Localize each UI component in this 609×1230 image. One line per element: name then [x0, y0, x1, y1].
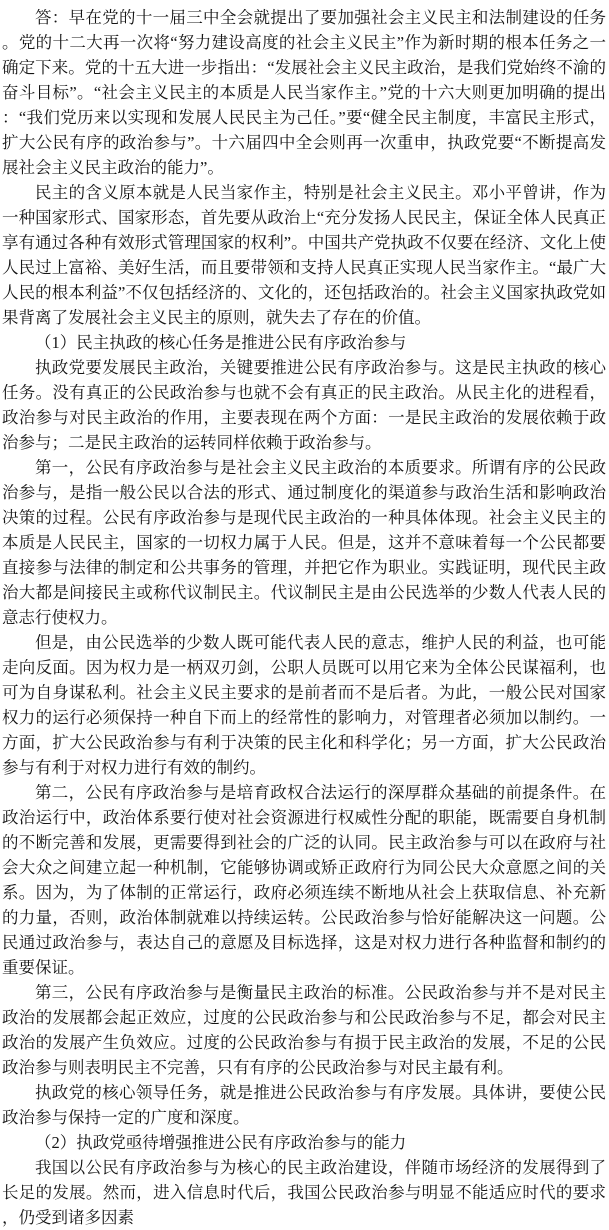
section-heading: （1）民主执政的核心任务是推进公民有序政治参与: [35, 333, 407, 352]
text-body: [2, 5, 606, 1230]
paragraph: 第一，公民有序政治参与是社会主义民主政治的本质要求。所谓有序的公民政治参与，是指一般公民以合法的形式、通过制度化的渠道参与政治生活和影响政治决策的过程。公民有序政治参与是现代民主政治的一种具体体现。社会主义民主的本质是人民民主，国家的一切权力属于人民。但是，这并不意味着每一个公民都要直接参与法律的制定和公共事务的管理，并把它作为职业。实践证明，现代民主政治大都是间接民主或称代议制民主。代议制民主是由公民选举的少数人代表人民的意志行使权力。: [2, 458, 606, 627]
paragraph: 第三，公民有序政治参与是衡量民主政治的标准。公民政治参与并不是对民主政治的发展都会起正效应，过度的公民政治参与和公民政治参与不足，都会对民主政治的发展产生负效应。过度的公民政治参与有损于民主政治的发展，不足的公民政治参与则表明民主不完善，只有有序的公民政治参与对民主最有利。: [2, 983, 606, 1077]
paragraph: 民主的含义原本就是人民当家作主，特别是社会主义民主。邓小平曾讲，作为一种国家形式、国家形态，首先要从政治上“充分发扬人民民主，保证全体人民真正享有通过各种有效形式管理国家的权利”。中国共产党执政不仅要在经济、文化上使人民过上富裕、美好生活，而且要带领和支持人民真正实现人民当家作主。“最广大人民的根本利益”不仅包括经济的、文化的，还包括政治的。社会主义国家执政党如果背离了发展社会主义民主的原则，就失去了存在的价值。: [2, 183, 606, 327]
paragraph: 执政党的核心领导任务，就是推进公民政治参与有序发展。具体讲，要使公民政治参与保持一定的广度和深度。: [2, 1083, 606, 1127]
paragraph: 答：早在党的十一届三中全会就提出了要加强社会主义民主和法制建设的任务。党的十二大再一次将“努力建设高度的社会主义民主”作为新时期的根本任务之一确定下来。党的十五大进一步指出：“发展社会主义民主政治，是我们党始终不渝的奋斗目标”。“社会主义民主的本质是人民当家作主。”党的十六大则更加明确的提出：“我们党历来以实现和发展人民民主为己任。”要“健全民主制度，丰富民主形式，扩大公民有序的政治参与”。十六届四中全会则再一次重申，执政党要“不断提高发展社会主义民主政治的能力”。: [2, 8, 606, 177]
section-heading: （2）执政党亟待增强推进公民有序政治参与的能力: [35, 1133, 407, 1152]
paragraph: 执政党要发展民主政治，关键要推进公民有序政治参与。这是民主执政的核心任务。没有真正的公民政治参与也就不会有真正的民主政治。从民主化的进程看，政治参与对民主政治的作用，主要表现在两个方面：一是民主政治的发展依赖于政治参与；二是民主政治的运转同样依赖于政治参与。: [2, 358, 606, 452]
paragraph: 我国以公民有序政治参与为核心的民主政治建设，伴随市场经济的发展得到了长足的发展。然而，进入信息时代后，我国公民政治参与明显不能适应时代的要求，仍受到诸多因素: [2, 1158, 606, 1227]
paragraph: 第二，公民有序政治参与是培育政权合法运行的深厚群众基础的前提条件。在政治运行中，政治体系要行使对社会资源进行权威性分配的职能，既需要自身机制的不断完善和发展，更需要得到社会的广泛的认同。民主政治参与可以在政府与社会大众之间建立起一种机制，它能够协调或矫正政府行为同公民大众意愿之间的关系。因为，为了体制的正常运行，政府必须连续不断地从社会上获取信息、补充新的力量，否则，政治体制就难以持续运转。公民政治参与恰好能解决这一问题。公民通过政治参与，表达自己的意愿及目标选择，这是对权力进行各种监督和制约的重要保证。: [2, 783, 606, 977]
paragraph: 但是，由公民选举的少数人既可能代表人民的意志，维护人民的利益，也可能走向反面。因为权力是一柄双刃剑，公职人员既可以用它来为全体公民谋福利，也可为自身谋私利。社会主义民主要求的是前者而不是后者。为此，一般公民对国家权力的运行必须保持一种自下而上的经常性的影响力，对管理者必须加以制约。一方面，扩大公民政治参与有利于决策的民主化和科学化；另一方面，扩大公民政治参与有利于对权力进行有效的制约。: [2, 633, 606, 777]
